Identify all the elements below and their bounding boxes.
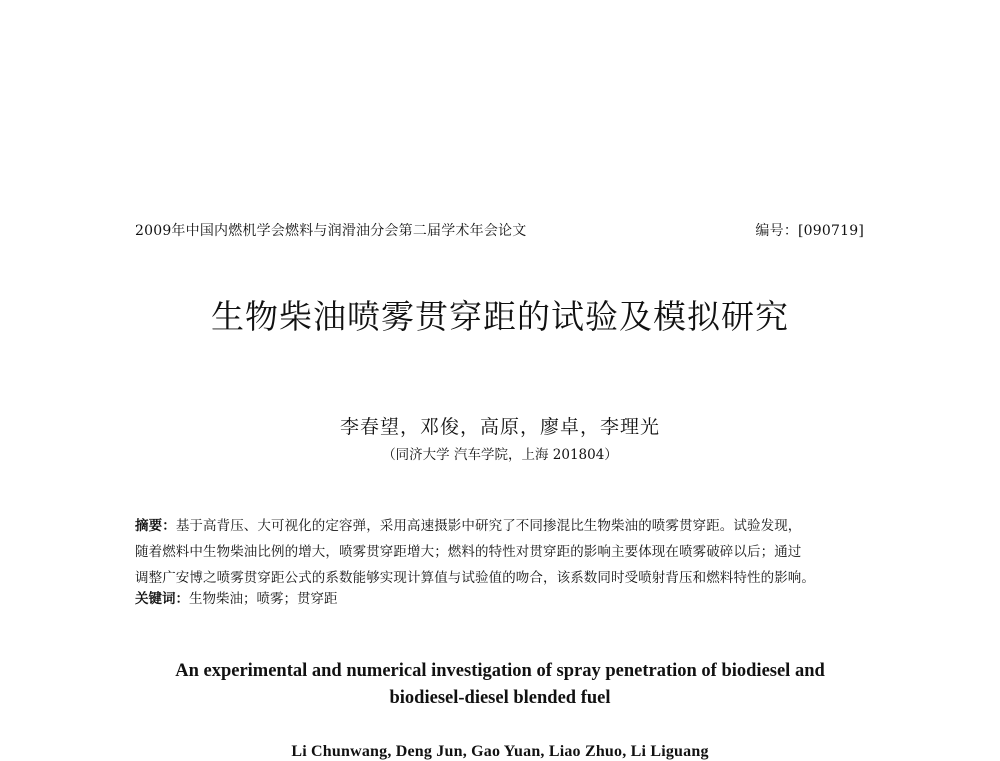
paper-title-en xyxy=(0,658,1000,712)
paper-title-zh: 生物柴油喷雾贯穿距的试验及模拟研究 xyxy=(211,297,789,336)
abstract-label: 摘要： xyxy=(135,518,176,534)
abstract-line-3: 调整广安博之喷雾贯穿距公式的系数能够实现计算值与试验值的吻合，该系数同时受喷射背压和燃料特性的影响。 xyxy=(135,570,815,586)
affiliation-zh: （同济大学 汽车学院，上海 201804） xyxy=(382,447,618,463)
abstract-line-2: 随着燃料中生物柴油比例的增大，喷雾贯穿距增大；燃料的特性对贯穿距的影响主要体现在喷雾破碎以后；通过 xyxy=(135,544,802,560)
paper-title-en-line-2: biodiesel-diesel blended fuel xyxy=(389,688,611,708)
abstract-zh xyxy=(135,513,871,591)
authors-en: Li Chunwang, Deng Jun, Gao Yuan, Liao Zhuo, Li Liguang xyxy=(291,743,709,760)
abstract-text-1: 基于高背压、大可视化的定容弹，采用高速摄影中研究了不同掺混比生物柴油的喷雾贯穿距。试验发现， xyxy=(175,518,802,534)
keywords-zh xyxy=(135,589,871,609)
authors-zh: 李春望，邓俊，高原，廖卓，李理光 xyxy=(339,416,660,438)
paper-title-en-line-1: An experimental and numerical investigation of spray penetration of biodiesel and xyxy=(175,661,825,681)
keywords-text: 生物柴油；喷雾；贯穿距 xyxy=(189,591,338,607)
paper-header xyxy=(135,220,864,240)
conference-name: 2009年中国内燃机学会燃料与润滑油分会第二届学术年会论文 xyxy=(135,223,527,239)
paper-number: 编号：[090719] xyxy=(755,223,864,239)
abstract-line-1 xyxy=(135,513,871,539)
keywords-label: 关键词： xyxy=(135,591,189,607)
